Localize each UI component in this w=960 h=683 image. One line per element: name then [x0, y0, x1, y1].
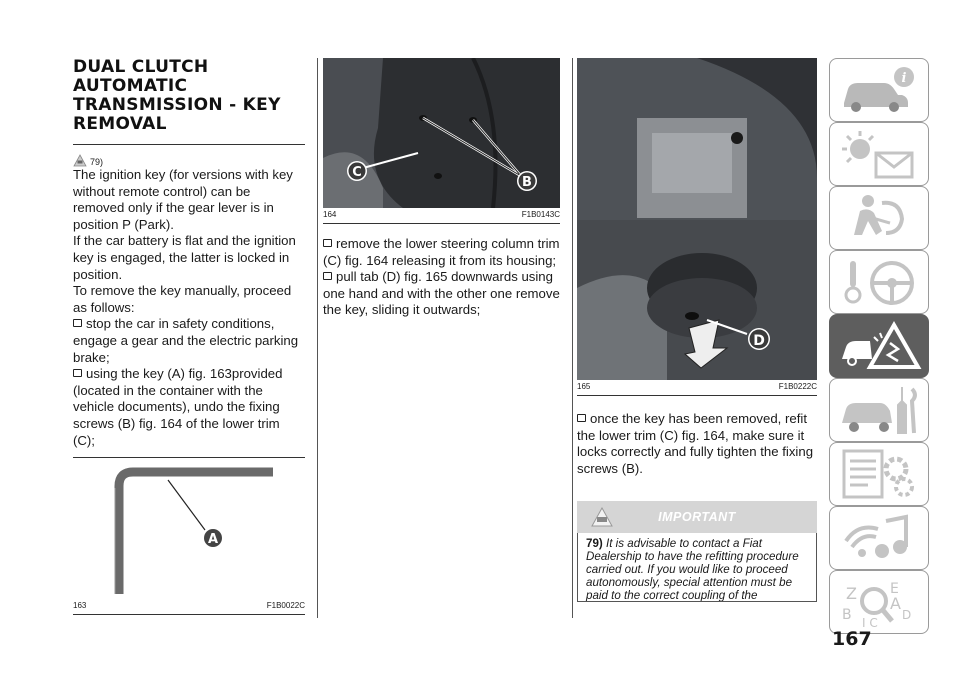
paragraph: The ignition key (for versions with key without remote control) can be removed only if the gear lever is in position P (Park).: [73, 167, 293, 232]
figure-163: [73, 457, 305, 615]
safety-airbag-icon: [838, 191, 922, 245]
bullet-icon: [73, 319, 82, 327]
note-number: 79): [586, 537, 603, 551]
side-tab-technical-data[interactable]: [829, 442, 929, 506]
column-1: [73, 58, 305, 615]
paragraph: If the car battery is flat and the ignition key is engaged, the latter is locked in position.: [73, 233, 296, 282]
bullet-item: remove the lower steering column trim (C) fig. 164 releasing it from its housing;: [323, 236, 560, 268]
figure-165: [577, 58, 817, 396]
figure-code: F1B0222C: [778, 382, 817, 391]
title-divider: [73, 144, 305, 145]
figure-caption: [323, 208, 560, 224]
figure-164: [323, 58, 560, 224]
section-title: DUAL CLUTCH AUTOMATIC TRANSMISSION - KEY REMOVAL: [73, 57, 281, 134]
figure-caption: [577, 380, 817, 396]
warning-reference: [73, 151, 305, 167]
steering-mechanism-photo: [577, 58, 817, 380]
figure-label-c: C: [352, 165, 362, 180]
figure-number: 165: [577, 382, 591, 391]
dashboard-lights-icon: [838, 127, 922, 181]
figure-label-a: A: [207, 532, 219, 548]
important-note: [577, 533, 817, 602]
side-tab-maintenance[interactable]: [829, 378, 929, 442]
side-tab-dashboard[interactable]: [829, 122, 929, 186]
column-2: [323, 58, 560, 319]
warning-ref-number: 79): [90, 157, 104, 167]
svg-text:A: A: [890, 594, 901, 613]
bullet-icon: [577, 414, 586, 422]
warning-triangle-icon: [73, 154, 87, 167]
side-tab-safety[interactable]: [829, 186, 929, 250]
index-icon: [838, 575, 922, 629]
car-info-icon: [838, 63, 922, 117]
svg-text:D: D: [902, 608, 912, 622]
steering-column-photo: [323, 58, 560, 208]
starting-driving-icon: [838, 255, 922, 309]
svg-text:I C: I C: [862, 616, 878, 629]
side-tab-emergency[interactable]: [829, 314, 929, 378]
maintenance-icon: [838, 383, 922, 437]
bullet-icon: [73, 369, 82, 377]
figure-number: 163: [73, 601, 87, 611]
important-header: [577, 501, 817, 533]
technical-data-icon: [838, 447, 922, 501]
side-tab-car-info[interactable]: [829, 58, 929, 122]
bullet-item: once the key has been removed, refit the lower trim (C) fig. 164, make sure it locks correctly and fully tighten the fixing screws (B).: [577, 411, 814, 476]
page-number: 167: [832, 628, 872, 650]
bullet-item: pull tab (D) fig. 165 downwards using one hand and with the other one remove the key, sliding it outwards;: [323, 269, 560, 318]
note-text: It is advisable to contact a Fiat Dealership to have the refitting procedure carried out. If you would like to proceed autonomously, special attention must be paid to the correct coupling of the: [586, 537, 799, 603]
paragraph: To remove the key manually, proceed as follows:: [73, 283, 292, 315]
bullet-item: stop the car in safety conditions, engage a gear and the electric parking brake;: [73, 316, 299, 365]
figure-label-d: D: [753, 333, 765, 349]
figure-code: F1B0022C: [266, 601, 305, 611]
figure-label-b: B: [522, 175, 532, 190]
bullet-item: using the key (A) fig. 163provided (located in the container with the vehicle documents), undo the fixing screws (B) fig. 164 of the lower trim (C);: [73, 366, 283, 448]
svg-text:i: i: [901, 71, 907, 86]
bullet-icon: [323, 272, 332, 280]
emergency-icon: [838, 319, 922, 373]
side-tab-multimedia[interactable]: [829, 506, 929, 570]
side-tab-index[interactable]: [829, 570, 929, 634]
svg-text:Z: Z: [846, 584, 857, 603]
figure-caption: [73, 599, 305, 615]
figure-code: F1B0143C: [521, 210, 560, 219]
multimedia-icon: [838, 511, 922, 565]
side-tab-starting-driving[interactable]: [829, 250, 929, 314]
svg-text:B: B: [842, 607, 852, 623]
figure-number: 164: [323, 210, 337, 219]
key-illustration: [73, 458, 305, 594]
svg-text:E: E: [890, 581, 899, 597]
column-divider: [572, 58, 573, 618]
bullet-icon: [323, 239, 332, 247]
important-title: IMPORTANT: [658, 510, 736, 525]
column-divider: [317, 58, 318, 618]
column-3: [577, 58, 817, 602]
